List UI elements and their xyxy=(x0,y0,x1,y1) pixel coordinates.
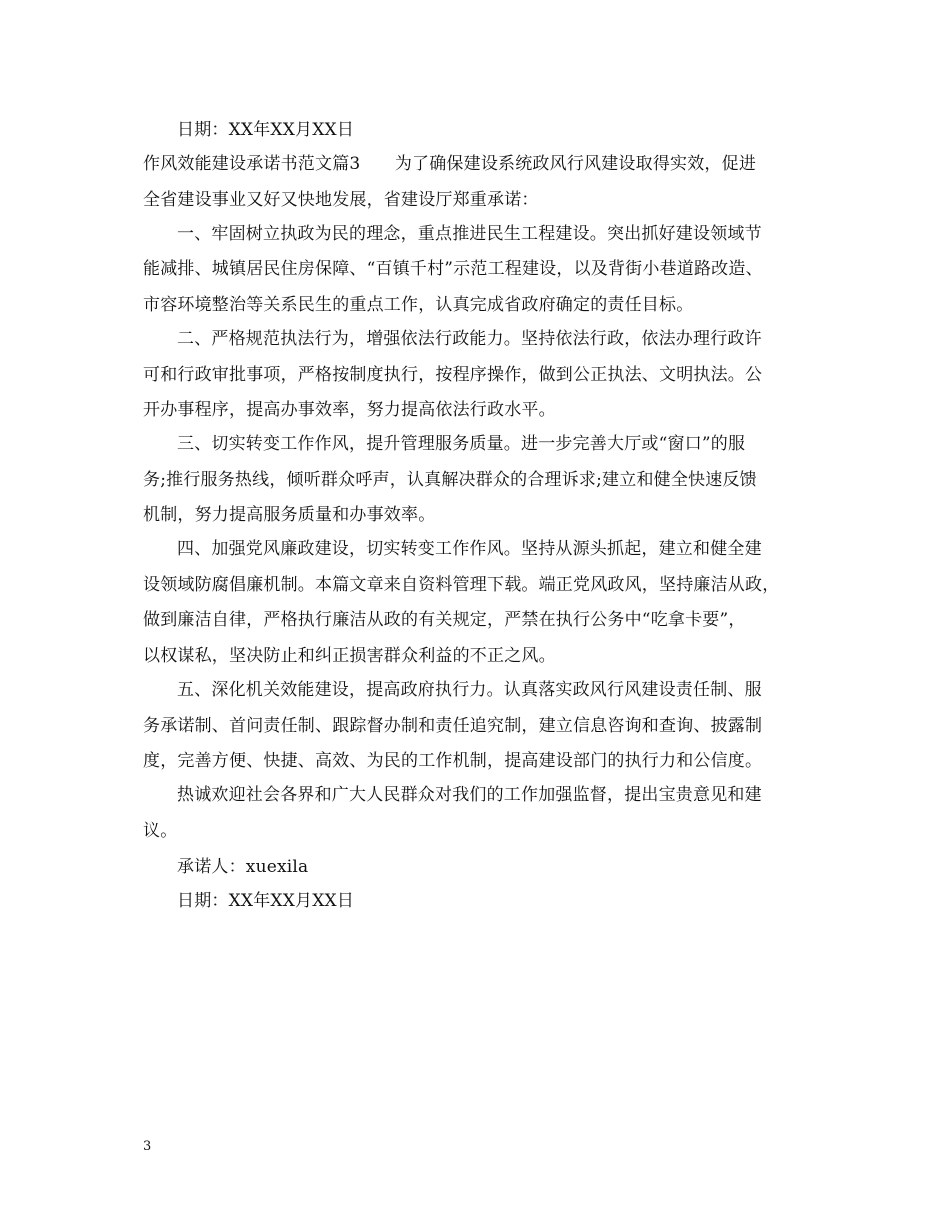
intro-line: 全省建设事业又好又快地发展，省建设厅郑重承诺： xyxy=(143,190,539,210)
closing-paragraph-line-2: 议。 xyxy=(143,821,178,841)
page-number: 3 xyxy=(143,1139,152,1154)
paragraph-3-line-3: 机制，努力提高服务质量和办事效率。 xyxy=(143,505,436,525)
signatory-line: 承诺人：xuexila xyxy=(177,857,309,877)
title-intro-line: 作风效能建设承诺书范文篇3 为了确保建设系统政风行风建设取得实效，促进 xyxy=(143,154,757,174)
paragraph-1-line-2: 能减排、城镇居民住房保障、“百镇千村”示范工程建设，以及背街小巷道路改造、 xyxy=(143,259,763,279)
paragraph-5-line-2: 务承诺制、首问责任制、跟踪督办制和责任追究制，建立信息咨询和查询、披露制 xyxy=(143,716,763,736)
paragraph-5-line-3: 度，完善方便、快捷、高效、为民的工作机制，提高建设部门的执行力和公信度。 xyxy=(143,751,763,771)
closing-paragraph-line-1: 热诚欢迎社会各界和广大人民群众对我们的工作加强监督，提出宝贵意见和建 xyxy=(177,785,762,805)
paragraph-1-line-3: 市容环境整治等关系民生的重点工作，认真完成省政府确定的责任目标。 xyxy=(143,295,694,315)
paragraph-2-line-3: 开办事程序，提高办事效率，努力提高依法行政水平。 xyxy=(143,400,556,420)
paragraph-4-line-3: 做到廉洁自律，严格执行廉洁从政的有关规定，严禁在执行公务中“吃拿卡要”， xyxy=(143,610,746,630)
paragraph-4-line-2: 设领域防腐倡廉机制。本篇文章来自资料管理下载。端正党风政风，坚持廉洁从政， xyxy=(143,575,780,595)
paragraph-5-line-1: 五、深化机关效能建设，提高政府执行力。认真落实政风行风建设责任制、服 xyxy=(177,680,762,700)
paragraph-3-line-2: 务;推行服务热线，倾听群众呼声，认真解决群众的合理诉求;建立和健全快速反馈 xyxy=(143,470,757,490)
paragraph-2-line-1: 二、严格规范执法行为，增强依法行政能力。坚持依法行政，依法办理行政许 xyxy=(177,329,762,349)
paragraph-2-line-2: 可和行政审批事项，严格按制度执行，按程序操作，做到公正执法、文明执法。公 xyxy=(143,365,763,385)
date-line-top: 日期：XX年XX月XX日 xyxy=(177,120,355,140)
paragraph-4-line-4: 以权谋私，坚决防止和纠正损害群众利益的不正之风。 xyxy=(143,646,556,666)
paragraph-1-line-1: 一、牢固树立执政为民的理念，重点推进民生工程建设。突出抓好建设领域节 xyxy=(177,224,762,244)
paragraph-3-line-1: 三、切实转变工作作风，提升管理服务质量。进一步完善大厅或“窗口”的服 xyxy=(177,434,746,454)
paragraph-4-line-1: 四、加强党风廉政建设，切实转变工作作风。坚持从源头抓起，建立和健全建 xyxy=(177,539,762,559)
date-line-bottom: 日期：XX年XX月XX日 xyxy=(177,891,355,911)
